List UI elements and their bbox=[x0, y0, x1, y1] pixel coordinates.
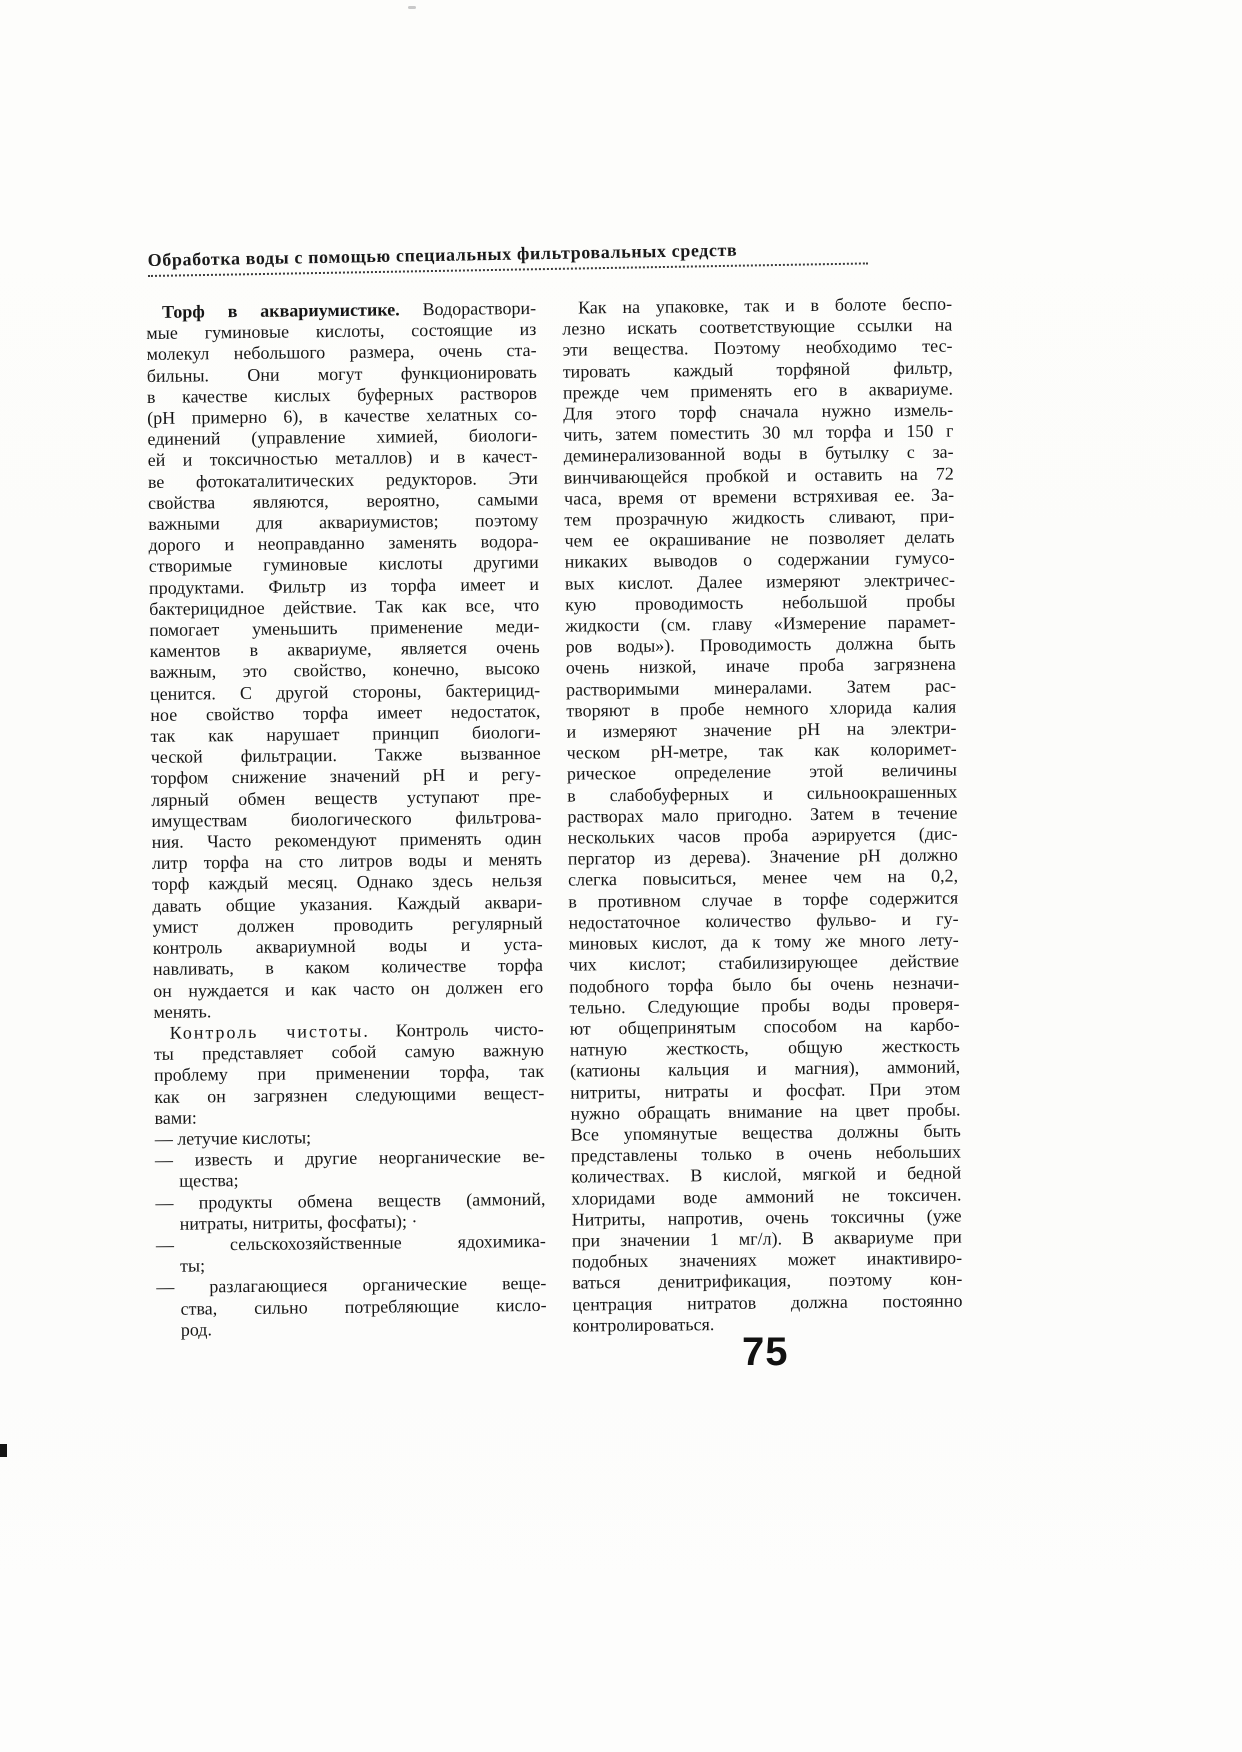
text-line: ты представляет собой самую важную bbox=[153, 1039, 544, 1065]
text-line: как он загрязнен следующими вещест- bbox=[154, 1082, 545, 1107]
text-line: бактерицидное действие. Так как все, что bbox=[149, 594, 540, 619]
text-line: менять. bbox=[153, 1001, 212, 1022]
text-line: жидкости (см. главу «Измерение парамет- bbox=[565, 611, 956, 636]
text-line: эти вещества. Поэтому необходимо тес- bbox=[562, 335, 953, 361]
text-line: ческой фильтрации. Также вызванное bbox=[150, 743, 541, 768]
text-line: (катионы кальция и магния), аммоний, bbox=[569, 1056, 961, 1081]
text-line: ства, сильно потребляющие кисло- bbox=[180, 1294, 547, 1319]
text-line: Все упомянутые вещества должны быть bbox=[570, 1120, 961, 1145]
left-column bbox=[146, 298, 547, 1341]
text-line: литр торфа на сто литров воды и менять bbox=[151, 849, 542, 874]
text-line: продуктами. Фильтр из торфа имеет и bbox=[148, 573, 540, 598]
text-line: подобных значениях может инактивиро- bbox=[571, 1247, 963, 1272]
text-line: представлены только в очень небольших bbox=[570, 1141, 962, 1166]
scan-artifact-mark bbox=[0, 1444, 7, 1457]
text-line: в качестве кислых буферных растворов bbox=[146, 382, 538, 407]
text-line: — продукты обмена веществ (аммоний, bbox=[155, 1188, 546, 1213]
text-line: пергатор из дерева). Значение pH должно bbox=[567, 844, 958, 869]
text-line: ров воды»). Проводимость должна быть bbox=[565, 632, 956, 657]
text-line: хлоридами воде аммоний не токсичен. bbox=[571, 1184, 962, 1209]
text-line: рическое определение этой величины bbox=[566, 760, 958, 785]
text-columns bbox=[146, 294, 963, 1341]
text-line: важным, это свойство, конечно, высоко bbox=[149, 658, 540, 683]
text-line: ют общепринятым способом на карбо- bbox=[569, 1014, 960, 1039]
text-line: контролироваться. bbox=[572, 1313, 715, 1336]
text-line: (pH примерно 6), в качестве хелатных со- bbox=[147, 403, 538, 429]
text-line: недостаточное количество фульво- и гу- bbox=[568, 908, 959, 933]
text-line: род. bbox=[180, 1319, 213, 1340]
text-line: свойства являются, вероятно, самыми bbox=[147, 488, 539, 513]
text-line: он нуждается и как часто он должен его bbox=[153, 976, 544, 1001]
text-line: Как на упаковке, так и в болоте беспо- bbox=[577, 293, 953, 318]
list-item bbox=[155, 1146, 545, 1192]
text-line: — известь и другие неорганические ве- bbox=[154, 1145, 546, 1171]
text-line: умист должен проводить регулярный bbox=[152, 912, 543, 937]
text-line: деминерализованной воды в бутылку с за- bbox=[563, 441, 954, 467]
text-line: вых кислот. Далее измеряют электричес- bbox=[564, 569, 956, 594]
text-line: натную жесткость, общую жесткость bbox=[569, 1035, 960, 1060]
text-line: молекул небольшого размера, очень ста- bbox=[146, 340, 537, 365]
text-line: при значении 1 мг/л). В аквариуме при bbox=[571, 1226, 962, 1251]
text-line: имуществам биологического фильтрова- bbox=[151, 806, 542, 831]
paragraph-lead: Торф в аквариумистике. bbox=[161, 299, 400, 322]
text-line: и измеряют значение pH на электри- bbox=[566, 717, 957, 742]
text-line: кую проводимость небольшой пробы bbox=[565, 590, 956, 615]
text-line: подобного торфа было бы очень незначи- bbox=[569, 972, 960, 997]
text-line: нескольких часов проба аэрируется (дис- bbox=[567, 823, 958, 848]
text-line: контроль аквариумной воды и уста- bbox=[152, 933, 543, 959]
text-line: помогает уменьшить применение меди- bbox=[149, 615, 540, 641]
text-line: в противном случае в торфе содержится bbox=[568, 887, 959, 912]
text-line: единений (управление химией, биологи- bbox=[147, 425, 538, 450]
paragraph bbox=[562, 294, 963, 1337]
text-line: ваться денитрификация, поэтому кон- bbox=[572, 1268, 963, 1293]
text-line: Торф в аквариумистике. Водораствори- bbox=[161, 297, 537, 322]
text-line: нужно обращать внимание на цвет пробы. bbox=[570, 1099, 961, 1124]
text-line: Нитриты, напротив, очень токсичны (уже bbox=[571, 1205, 962, 1230]
list-item bbox=[156, 1231, 546, 1277]
text-line: прежде чем применять его в аквариуме. bbox=[562, 378, 954, 403]
text-line: чих кислот; стабилизирующее действие bbox=[568, 950, 960, 975]
text-line: ценится. С другой стороны, бактерицид- bbox=[149, 679, 541, 704]
text-line: ве фотокаталитических редукторов. Эти bbox=[147, 467, 538, 492]
text-line: проблему при применении торфа, так bbox=[153, 1061, 545, 1086]
text-line: винчивающейся пробкой и оставить на 72 bbox=[563, 463, 954, 488]
text-line: в слабобуферных и сильноокрашенных bbox=[567, 781, 958, 806]
page-number: 75 bbox=[742, 1330, 789, 1374]
text-line: количествах. В кислой, мягкой и бедной bbox=[571, 1162, 962, 1187]
text-line: дорого и неоправданно заменять водора- bbox=[148, 531, 539, 556]
text-line: Для этого торф сначала нужно измель- bbox=[563, 399, 954, 424]
text-line: бильны. Они могут функционировать bbox=[146, 361, 537, 386]
scan-speck bbox=[408, 6, 416, 9]
text-line: — разлагающиеся органические веще- bbox=[156, 1273, 547, 1298]
text-line: торф каждый месяц. Однако здесь нельзя bbox=[151, 870, 543, 895]
text-line: давать общие указания. Каждый аквари- bbox=[152, 891, 543, 916]
text-line: каментов в аквариуме, является очень bbox=[149, 637, 540, 662]
text-line: ей и токсичностью металлов) и в качест- bbox=[147, 446, 538, 471]
list-item bbox=[155, 1188, 545, 1234]
text-line: навливать, в каком количестве торфа bbox=[152, 955, 544, 980]
text-line: центрация нитратов должна постоянно bbox=[572, 1290, 963, 1315]
text-line: створимые гуминовые кислоты другими bbox=[148, 552, 539, 577]
text-line: щества; bbox=[179, 1170, 239, 1192]
text-line: вами: bbox=[154, 1107, 197, 1128]
text-line: лезно искать соответствующие ссылки на bbox=[562, 314, 953, 339]
text-line: слегка повыситься, менее чем на 0,2, bbox=[567, 866, 959, 891]
text-line: тельно. Следующие пробы воды проверя- bbox=[569, 993, 960, 1018]
text-line: растворимыми минералами. Затем рас- bbox=[565, 675, 957, 700]
text-line: очень низкой, иначе проба загрязнена bbox=[565, 653, 956, 679]
text-line: творяют в пробе немного хлорида калия bbox=[566, 696, 957, 721]
text-line: торфом снижение значений pH и регу- bbox=[150, 764, 542, 789]
paragraph-lead: Контроль чистоты. bbox=[169, 1020, 370, 1043]
text-line: ты; bbox=[179, 1255, 206, 1276]
text-line: нитриты, нитраты и фосфат. При этом bbox=[570, 1078, 961, 1103]
text-line: важными для аквариумистов; поэтому bbox=[148, 509, 539, 535]
text-line: — сельскохозяйственные ядохимика- bbox=[155, 1230, 546, 1255]
text-line: тировать каждый торфяной фильтр, bbox=[562, 357, 953, 382]
list-item bbox=[156, 1273, 547, 1341]
paragraph bbox=[154, 1019, 545, 1129]
text-line: нитраты, нитриты, фосфаты); · bbox=[179, 1210, 418, 1234]
text-line: растворах мало пригодно. Затем в течение bbox=[567, 802, 958, 827]
text-line: часа, время от времени встряхивая ее. За- bbox=[563, 484, 955, 509]
paragraph bbox=[146, 298, 544, 1023]
text-line: тем прозрачную жидкость сливают, при- bbox=[564, 505, 955, 530]
text-line: ния. Часто рекомендуют применять один bbox=[151, 827, 542, 853]
text-line: чить, затем поместить 30 мл торфа и 150 г bbox=[563, 420, 954, 445]
text-line: миновых кислот, да к тому же много лету- bbox=[568, 929, 959, 954]
text-line: ческом pH-метре, так как колоримет- bbox=[566, 738, 957, 763]
text-line: мые гуминовые кислоты, состоящие из bbox=[146, 319, 537, 344]
text-line: ное свойство торфа имеет недостаток, bbox=[150, 700, 541, 725]
text-line: лярный обмен веществ уступают пре- bbox=[151, 785, 542, 810]
running-header: Обработка воды с помощью специальных фильтровальных средств bbox=[148, 237, 868, 277]
right-column bbox=[562, 294, 963, 1337]
text-line: Контроль чистоты. Контроль чисто- bbox=[169, 1018, 544, 1043]
text-line: чем ее окрашивание не позволяет делать bbox=[564, 526, 955, 551]
text-line: никаких выводов о содержании гумусо- bbox=[564, 547, 955, 573]
text-line: — летучие кислоты; bbox=[154, 1127, 312, 1149]
text-line: так как нарушает принцип биологи- bbox=[150, 721, 541, 747]
